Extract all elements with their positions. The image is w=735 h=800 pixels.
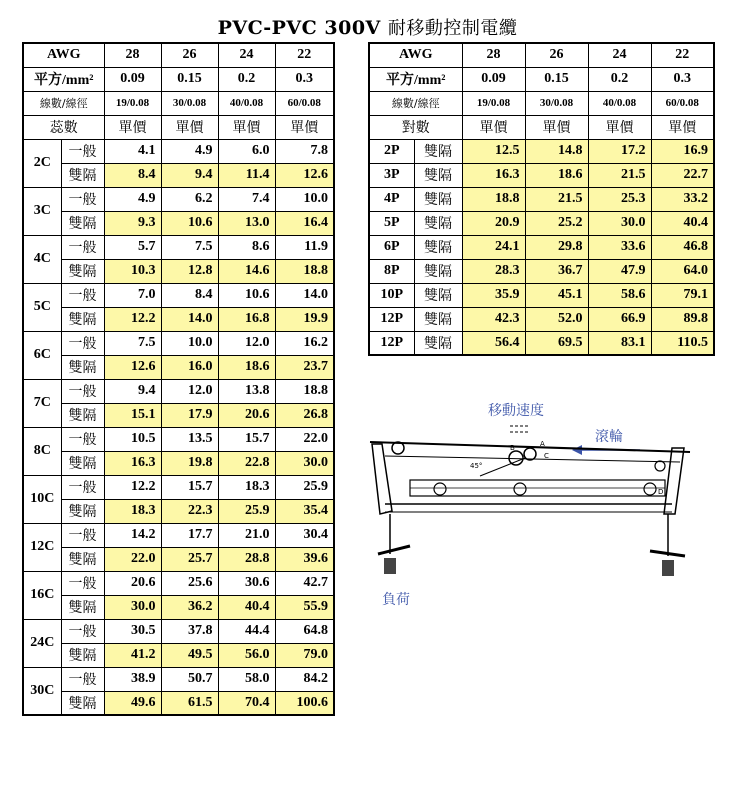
price-cell-highlight: 25.9 [218,499,275,523]
type-cell: 雙隔 [414,259,462,283]
header-cell: 19/0.08 [104,91,161,115]
price-cell-highlight: 11.4 [218,163,275,187]
header-row [23,115,334,139]
price-cell: 12.2 [104,475,161,499]
header-row [369,115,714,139]
table-row [23,211,334,235]
core-count-cell: 4C [23,235,61,283]
left-price-table [22,42,335,716]
price-cell-highlight: 28.3 [462,259,525,283]
price-cell-highlight: 16.9 [651,139,714,163]
price-cell: 84.2 [275,667,334,691]
header-cell: 單價 [525,115,588,139]
core-count-cell: 30C [23,667,61,715]
price-cell-highlight: 14.0 [161,307,218,331]
price-cell: 4.9 [104,187,161,211]
price-cell-highlight: 18.8 [462,187,525,211]
header-cell: 40/0.08 [588,91,651,115]
price-cell: 44.4 [218,619,275,643]
price-cell-highlight: 12.5 [462,139,525,163]
header-label: AWG [369,43,462,67]
price-cell: 30.5 [104,619,161,643]
price-cell: 13.8 [218,379,275,403]
header-label: 蕊數 [23,115,104,139]
header-cell: 24 [218,43,275,67]
price-cell-highlight: 79.0 [275,643,334,667]
table-row [23,643,334,667]
price-cell: 7.8 [275,139,334,163]
price-cell-highlight: 25.7 [161,547,218,571]
price-cell-highlight: 9.4 [161,163,218,187]
mark-b: B [510,444,515,452]
header-cell: 22 [275,43,334,67]
price-cell-highlight: 69.5 [525,331,588,355]
load-weight-icon [662,560,674,576]
header-cell: 28 [462,43,525,67]
table-row [23,163,334,187]
type-cell: 一般 [61,475,104,499]
mark-c: C [544,452,549,460]
price-cell-highlight: 22.7 [651,163,714,187]
price-cell: 37.8 [161,619,218,643]
table-row [369,283,714,307]
header-cell: 26 [525,43,588,67]
pair-count-cell: 3P [369,163,414,187]
core-count-cell: 10C [23,475,61,523]
core-count-cell: 8C [23,427,61,475]
roller-icon [514,483,526,495]
price-cell: 10.6 [218,283,275,307]
mark-angle: 45° [470,462,483,470]
pair-count-cell: 5P [369,211,414,235]
roller-icon [655,461,665,471]
header-cell: 60/0.08 [651,91,714,115]
price-cell-highlight: 20.9 [462,211,525,235]
table-row [23,571,334,595]
table-row [23,667,334,691]
type-cell: 雙隔 [61,547,104,571]
price-cell-highlight: 89.8 [651,307,714,331]
price-cell: 64.8 [275,619,334,643]
core-count-cell: 7C [23,379,61,427]
header-cell: 0.09 [104,67,161,91]
price-cell-highlight: 45.1 [525,283,588,307]
table-row [23,403,334,427]
price-cell: 4.1 [104,139,161,163]
header-cell: 0.3 [651,67,714,91]
header-cell: 單價 [275,115,334,139]
type-cell: 一般 [61,667,104,691]
table-row [23,427,334,451]
pair-count-cell: 12P [369,331,414,355]
type-cell: 雙隔 [414,331,462,355]
load-label: 負荷 [382,592,410,608]
table-row [23,379,334,403]
type-cell: 雙隔 [414,187,462,211]
table-row [369,139,714,163]
price-cell: 13.5 [161,427,218,451]
price-cell-highlight: 25.3 [588,187,651,211]
price-cell-highlight: 12.8 [161,259,218,283]
table-row [23,139,334,163]
speed-label: 移動速度 [488,403,544,419]
price-cell-highlight: 16.0 [161,355,218,379]
price-cell-highlight: 17.9 [161,403,218,427]
price-cell: 14.0 [275,283,334,307]
price-cell-highlight: 58.6 [588,283,651,307]
type-cell: 一般 [61,331,104,355]
price-cell: 58.0 [218,667,275,691]
table-row [23,235,334,259]
table-row [369,259,714,283]
price-cell-highlight: 40.4 [218,595,275,619]
type-cell: 一般 [61,427,104,451]
price-cell-highlight: 56.4 [462,331,525,355]
price-cell-highlight: 19.9 [275,307,334,331]
table-row [369,307,714,331]
type-cell: 雙隔 [61,307,104,331]
header-cell: 0.15 [161,67,218,91]
price-cell: 20.6 [104,571,161,595]
header-cell: 0.3 [275,67,334,91]
type-cell: 雙隔 [414,163,462,187]
table-row [23,619,334,643]
price-cell-highlight: 16.3 [462,163,525,187]
header-cell: 0.2 [588,67,651,91]
pair-count-cell: 12P [369,307,414,331]
table-row [23,283,334,307]
price-cell-highlight: 79.1 [651,283,714,307]
price-cell-highlight: 14.8 [525,139,588,163]
price-cell-highlight: 61.5 [161,691,218,715]
price-cell-highlight: 17.2 [588,139,651,163]
price-cell: 7.4 [218,187,275,211]
table-row [369,211,714,235]
table-row [23,451,334,475]
table-row [369,163,714,187]
header-cell: 19/0.08 [462,91,525,115]
type-cell: 一般 [61,619,104,643]
price-cell-highlight: 13.0 [218,211,275,235]
table-row [23,259,334,283]
pair-count-cell: 4P [369,187,414,211]
type-cell: 一般 [61,283,104,307]
type-cell: 雙隔 [414,139,462,163]
roller-icon [524,448,536,460]
price-cell: 9.4 [104,379,161,403]
header-row [369,43,714,67]
type-cell: 一般 [61,139,104,163]
header-cell: 24 [588,43,651,67]
type-cell: 雙隔 [61,211,104,235]
header-label: 平方/mm² [23,67,104,91]
type-cell: 雙隔 [61,691,104,715]
price-cell-highlight: 49.6 [104,691,161,715]
type-cell: 雙隔 [61,403,104,427]
price-cell-highlight: 18.3 [104,499,161,523]
type-cell: 雙隔 [61,499,104,523]
price-cell: 50.7 [161,667,218,691]
header-cell: 單價 [462,115,525,139]
table-row [23,547,334,571]
mark-a: A [540,440,545,448]
table-row [23,475,334,499]
price-cell: 10.0 [161,331,218,355]
header-cell: 單價 [588,115,651,139]
header-row [369,91,714,115]
price-cell-highlight: 18.6 [218,355,275,379]
price-cell-highlight: 18.6 [525,163,588,187]
type-cell: 雙隔 [61,643,104,667]
core-count-cell: 16C [23,571,61,619]
header-cell: 28 [104,43,161,67]
header-cell: 60/0.08 [275,91,334,115]
price-cell-highlight: 30.0 [104,595,161,619]
price-cell: 42.7 [275,571,334,595]
price-cell-highlight: 24.1 [462,235,525,259]
header-cell: 30/0.08 [161,91,218,115]
page-title [0,14,735,40]
price-cell: 25.6 [161,571,218,595]
pair-count-cell: 6P [369,235,414,259]
header-label: 線數/線徑 [23,91,104,115]
price-cell: 10.0 [275,187,334,211]
price-cell-highlight: 18.8 [275,259,334,283]
header-cell: 單價 [651,115,714,139]
type-cell: 雙隔 [61,355,104,379]
price-cell-highlight: 36.2 [161,595,218,619]
price-cell: 6.0 [218,139,275,163]
header-row [23,67,334,91]
price-cell-highlight: 22.8 [218,451,275,475]
price-cell-highlight: 56.0 [218,643,275,667]
table-row [23,355,334,379]
price-cell-highlight: 16.3 [104,451,161,475]
header-cell: 0.15 [525,67,588,91]
price-cell: 14.2 [104,523,161,547]
header-label: 對數 [369,115,462,139]
core-count-cell: 2C [23,139,61,187]
table-row [369,235,714,259]
price-cell-highlight: 30.0 [588,211,651,235]
title-sub: 耐移動控制電纜 [387,18,518,39]
price-cell-highlight: 39.6 [275,547,334,571]
price-cell-highlight: 66.9 [588,307,651,331]
price-cell-highlight: 21.5 [525,187,588,211]
header-cell: 22 [651,43,714,67]
price-cell-highlight: 30.0 [275,451,334,475]
mechanism-drawing [350,396,725,586]
header-label: AWG [23,43,104,67]
roller-icon [434,483,446,495]
core-count-cell: 3C [23,187,61,235]
price-cell-highlight: 52.0 [525,307,588,331]
core-count-cell: 5C [23,283,61,331]
price-cell-highlight: 41.2 [104,643,161,667]
table-row [23,187,334,211]
header-cell: 單價 [218,115,275,139]
price-cell-highlight: 33.6 [588,235,651,259]
price-cell: 30.4 [275,523,334,547]
price-cell-highlight: 14.6 [218,259,275,283]
price-cell: 7.5 [104,331,161,355]
title-main: PVC-PVC 300V [217,17,381,39]
table-row [369,187,714,211]
price-cell: 4.9 [161,139,218,163]
price-cell-highlight: 19.8 [161,451,218,475]
price-cell-highlight: 64.0 [651,259,714,283]
price-cell-highlight: 21.5 [588,163,651,187]
price-cell-highlight: 40.4 [651,211,714,235]
price-cell: 12.0 [161,379,218,403]
header-row [23,91,334,115]
header-cell: 30/0.08 [525,91,588,115]
type-cell: 雙隔 [61,451,104,475]
roller-icon [644,483,656,495]
price-cell: 15.7 [218,427,275,451]
type-cell: 雙隔 [414,211,462,235]
price-cell-highlight: 20.6 [218,403,275,427]
pair-count-cell: 10P [369,283,414,307]
price-cell-highlight: 22.0 [104,547,161,571]
header-cell: 0.09 [462,67,525,91]
price-cell: 17.7 [161,523,218,547]
core-count-cell: 12C [23,523,61,571]
type-cell: 雙隔 [414,235,462,259]
price-cell-highlight: 15.1 [104,403,161,427]
price-cell-highlight: 33.2 [651,187,714,211]
price-cell-highlight: 49.5 [161,643,218,667]
price-cell-highlight: 8.4 [104,163,161,187]
price-cell-highlight: 42.3 [462,307,525,331]
header-row [23,43,334,67]
price-cell-highlight: 12.6 [275,163,334,187]
price-cell: 18.3 [218,475,275,499]
type-cell: 一般 [61,235,104,259]
price-cell: 12.0 [218,331,275,355]
price-cell-highlight: 83.1 [588,331,651,355]
price-cell-highlight: 29.8 [525,235,588,259]
price-cell-highlight: 23.7 [275,355,334,379]
price-cell: 10.5 [104,427,161,451]
price-cell-highlight: 25.2 [525,211,588,235]
type-cell: 一般 [61,187,104,211]
price-cell: 30.6 [218,571,275,595]
right-price-table [368,42,715,356]
price-cell-highlight: 12.2 [104,307,161,331]
table-row [23,595,334,619]
table-row [23,307,334,331]
load-weight-icon [384,558,396,574]
price-cell-highlight: 26.8 [275,403,334,427]
price-cell: 15.7 [161,475,218,499]
header-label: 線數/線徑 [369,91,462,115]
price-cell-highlight: 70.4 [218,691,275,715]
header-label: 平方/mm² [369,67,462,91]
core-count-cell: 6C [23,331,61,379]
price-cell: 18.8 [275,379,334,403]
roller-label: 滾輪 [595,429,623,445]
price-cell-highlight: 10.6 [161,211,218,235]
price-cell-highlight: 22.3 [161,499,218,523]
type-cell: 一般 [61,379,104,403]
price-cell-highlight: 35.4 [275,499,334,523]
header-cell: 0.2 [218,67,275,91]
price-cell: 25.9 [275,475,334,499]
price-cell: 22.0 [275,427,334,451]
header-row [369,67,714,91]
header-cell: 26 [161,43,218,67]
table-row [23,331,334,355]
price-cell-highlight: 35.9 [462,283,525,307]
pair-count-cell: 2P [369,139,414,163]
price-cell-highlight: 55.9 [275,595,334,619]
price-cell-highlight: 10.3 [104,259,161,283]
price-cell-highlight: 28.8 [218,547,275,571]
cable-test-diagram [350,396,725,606]
price-cell: 21.0 [218,523,275,547]
price-cell-highlight: 46.8 [651,235,714,259]
type-cell: 雙隔 [414,283,462,307]
type-cell: 一般 [61,523,104,547]
price-cell: 8.6 [218,235,275,259]
type-cell: 雙隔 [61,595,104,619]
price-cell-highlight: 9.3 [104,211,161,235]
arrow-head-icon [572,445,582,455]
type-cell: 雙隔 [61,259,104,283]
price-cell: 7.5 [161,235,218,259]
core-count-cell: 24C [23,619,61,667]
table-row [23,499,334,523]
table-row [23,523,334,547]
price-cell-highlight: 110.5 [651,331,714,355]
price-cell: 11.9 [275,235,334,259]
type-cell: 雙隔 [61,163,104,187]
price-cell-highlight: 100.6 [275,691,334,715]
price-cell: 6.2 [161,187,218,211]
pair-count-cell: 8P [369,259,414,283]
price-cell-highlight: 36.7 [525,259,588,283]
header-cell: 單價 [104,115,161,139]
header-cell: 40/0.08 [218,91,275,115]
price-cell-highlight: 47.9 [588,259,651,283]
type-cell: 一般 [61,571,104,595]
price-cell: 38.9 [104,667,161,691]
type-cell: 雙隔 [414,307,462,331]
price-cell: 8.4 [161,283,218,307]
price-cell: 16.2 [275,331,334,355]
price-cell: 5.7 [104,235,161,259]
table-row [369,331,714,355]
price-cell-highlight: 12.6 [104,355,161,379]
mark-d: D [658,488,664,496]
roller-icon [509,451,523,465]
table-row [23,691,334,715]
price-cell-highlight: 16.4 [275,211,334,235]
price-cell-highlight: 16.8 [218,307,275,331]
price-cell: 7.0 [104,283,161,307]
header-cell: 單價 [161,115,218,139]
